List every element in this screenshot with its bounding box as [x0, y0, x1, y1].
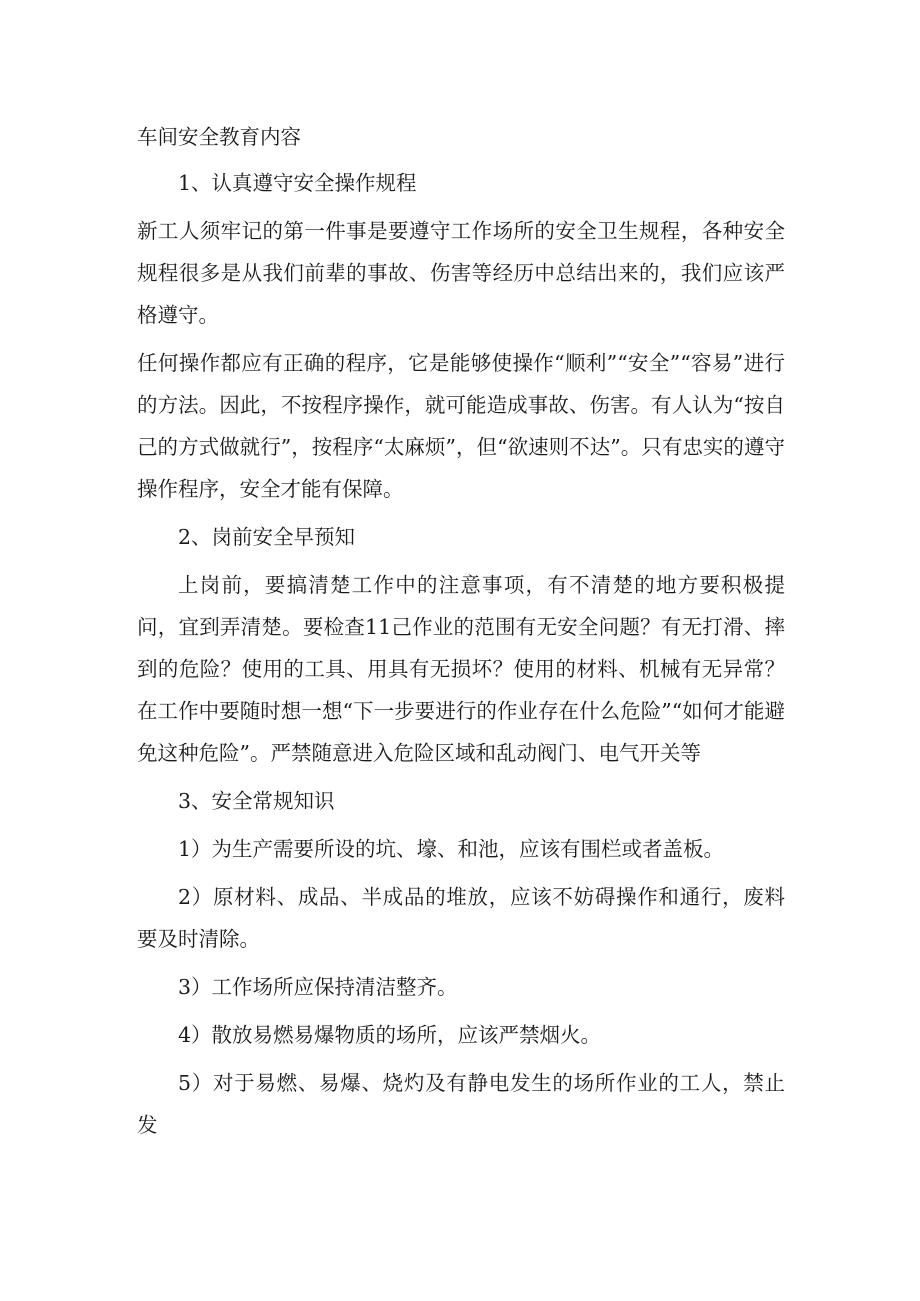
list-item-5: 5）对于易燃、易爆、烧灼及有静电发生的场所作业的工人，禁止发: [137, 1071, 785, 1137]
section-heading-2: 2、岗前安全早预知: [178, 525, 356, 549]
paragraph-rules: 新工人须牢记的第一件事是要遵守工作场所的安全卫生规程，各种安全规程很多是从我们前辈的事故、伤害等经历中总结出来的，我们应该严格遵守。: [137, 219, 785, 327]
list-item-4: 4）散放易燃易爆物质的场所，应该严禁烟火。: [178, 1023, 602, 1047]
document-title: 车间安全教育内容: [137, 125, 301, 149]
section-heading-3: 3、安全常规知识: [178, 789, 335, 813]
list-item-3: 3）工作场所应保持清洁整齐。: [178, 975, 458, 999]
list-item-2: 2）原材料、成品、半成品的堆放，应该不妨碍操作和通行，废料要及时清除。: [137, 885, 785, 951]
paragraph-procedure: 任何操作都应有正确的程序，它是能够使操作“顺利”“安全”“容易”进行的方法。因此，不按程序操作，就可能造成事故、伤害。有人认为“按自己的方式做就行”，按程序“太麻烦”，但“欲速则不达”。只有忠实的遵守操作程序，安全才能有保障。: [137, 351, 785, 501]
document-body: [137, 116, 785, 1152]
section-heading-1: 1、认真遵守安全操作规程: [178, 171, 417, 195]
paragraph-pre-shift: 上岗前，要搞清楚工作中的注意事项，有不清楚的地方要积极提问，宜到弄清楚。要检查11己作业的范围有无安全问题？有无打滑、摔到的危险？使用的工具、用具有无损坏？使用的材料、机械有无异常？在工作中要随时想一想“下一步要进行的作业存在什么危险”“如何才能避免这种危险”。严禁随意进入危险区域和乱动阀门、电气开关等: [137, 573, 785, 765]
list-item-1: 1）为生产需要所设的坑、壕、和池，应该有围栏或者盖板。: [178, 837, 725, 861]
